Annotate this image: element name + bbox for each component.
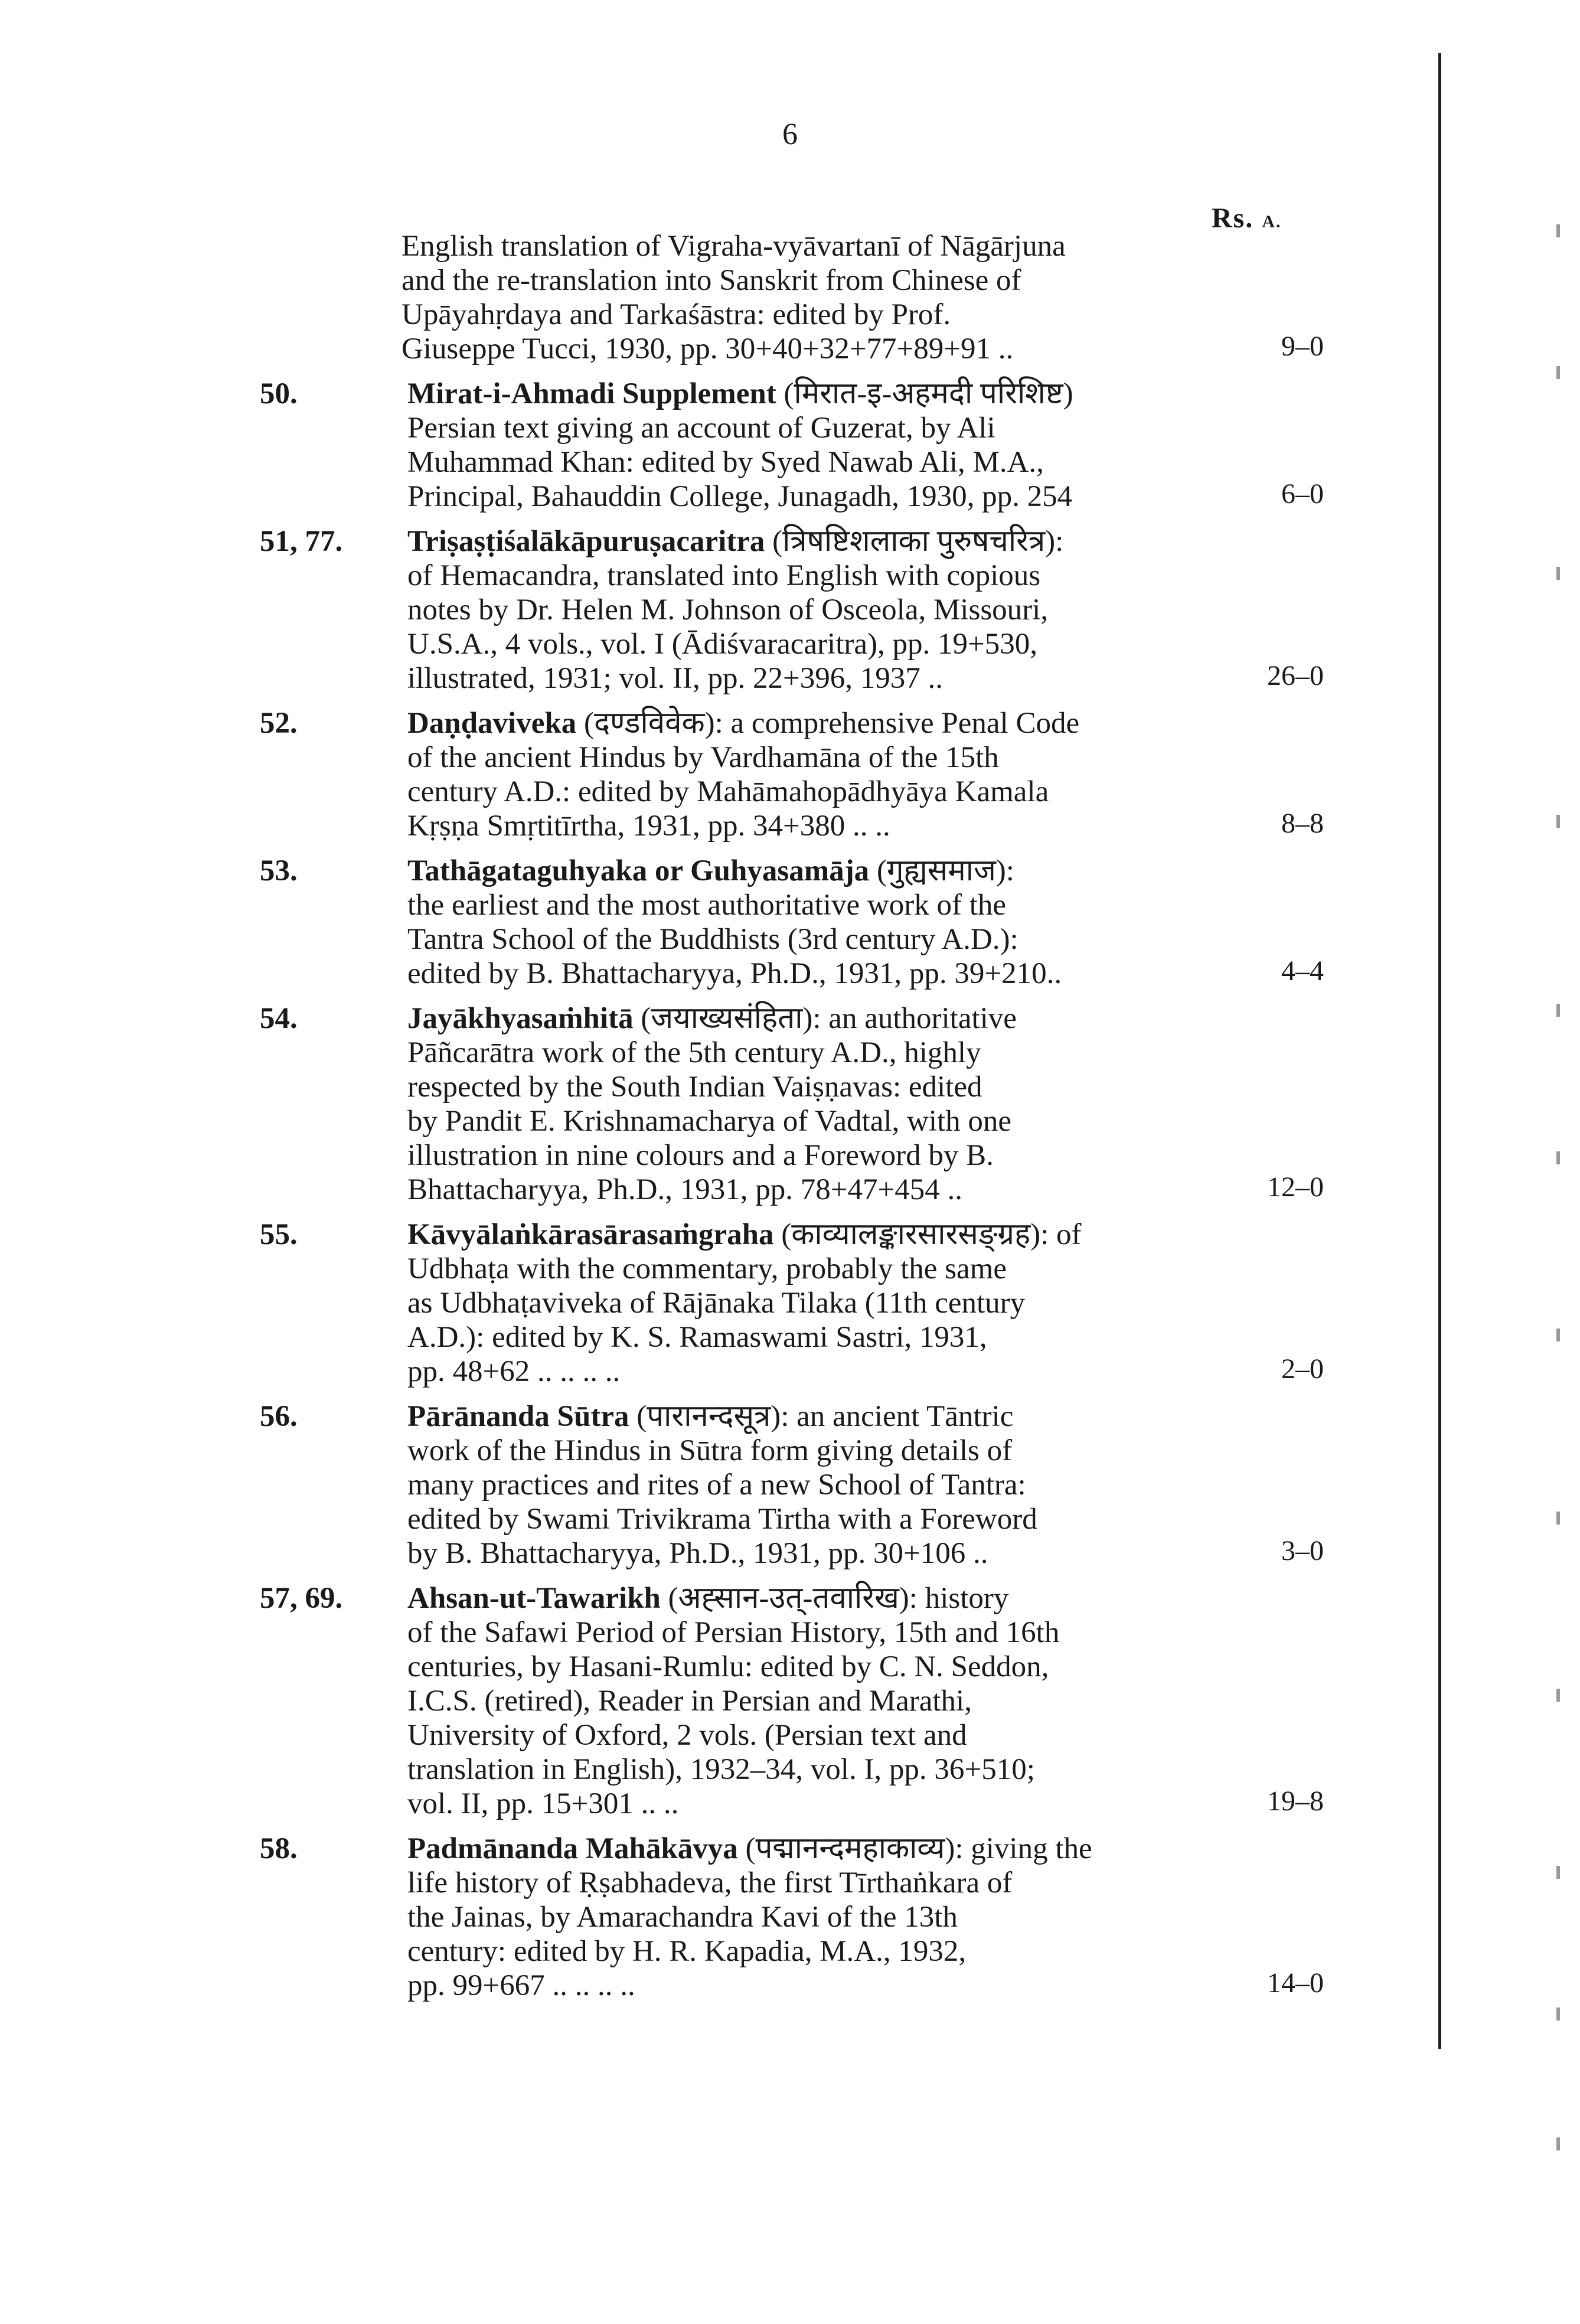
entry-devanagari: (त्रिषष्टिशलाका पुरुषचरित्र): (765, 525, 1064, 558)
entry-line: illustration in nine colours and a Foreword by B. (407, 1139, 994, 1172)
entry-line: by Pandit E. Krishnamacharya of Vadtal, with one (407, 1105, 1012, 1138)
margin-tick (1556, 1512, 1560, 1525)
entry-line: I.C.S. (retired), Reader in Persian and Marathi, (407, 1685, 972, 1718)
catalogue-entries (260, 229, 1324, 2013)
entry-price: 9–0 (1281, 331, 1324, 362)
entry-line: of Hemacandra, translated into English with copious (407, 559, 1041, 592)
entry-line: edited by Swami Trivikrama Tirtha with a Foreword (407, 1503, 1037, 1536)
entry-line: Persian text giving an account of Guzerat, by Ali (407, 412, 995, 445)
entry-line: illustrated, 1931; vol. II, pp. 22+396, 1937 .. (407, 662, 944, 695)
margin-tick (1556, 1689, 1560, 1702)
currency-annas: A. (1262, 212, 1282, 231)
entry-line: the Jainas, by Amarachandra Kavi of the 13th (407, 1901, 958, 1934)
entry-line: Bhattacharyya, Ph.D., 1931, pp. 78+47+454 .. (407, 1173, 962, 1206)
entry-heading (283, 1218, 1287, 1252)
entry-heading (283, 1001, 1287, 1036)
margin-tick (1556, 815, 1560, 828)
entry-title: Kāvyālaṅkārasārasaṁgraha (407, 1218, 774, 1251)
margin-tick (1556, 1004, 1560, 1017)
entry-heading (283, 377, 1287, 411)
entry-line: Kṛṣṇa Smṛtitīrtha, 1931, pp. 34+380 .. .. (407, 810, 890, 843)
entry-line: and the re-translation into Sanskrit from Chinese of (401, 264, 1021, 297)
entry-line: English translation of Vigraha-vyāvartanī of Nāgārjuna (401, 230, 1066, 263)
entry-number: 51, 77. (260, 525, 343, 558)
entry-line: century: edited by H. R. Kapadia, M.A., 1932, (407, 1935, 967, 1968)
entry-title: Padmānanda Mahākāvya (407, 1832, 738, 1865)
entry-heading (283, 524, 1287, 559)
entry-line: Giuseppe Tucci, 1930, pp. 30+40+32+77+89+91 .. (401, 332, 1014, 365)
entry-line: vol. II, pp. 15+301 .. .. (407, 1787, 679, 1820)
entry-price: 4–4 (1281, 955, 1324, 987)
entry-title: Ahsan-ut-Tawarikh (407, 1582, 661, 1615)
entry-devanagari: (काव्यालङ्कारसारसङ्ग्रह): of (773, 1218, 1082, 1251)
entry-devanagari: (पारानन्दसूत्र): an ancient Tāntric (629, 1400, 1014, 1433)
entry-heading (283, 854, 1287, 888)
entry-line: the earliest and the most authoritative work of the (407, 889, 1007, 922)
entry-number: 55. (260, 1218, 298, 1251)
entry-price: 3–0 (1281, 1535, 1324, 1566)
entry-title: Jayākhyasaṁhitā (407, 1002, 634, 1035)
entry-line: University of Oxford, 2 vols. (Persian text and (407, 1719, 967, 1752)
entry-price: 2–0 (1281, 1353, 1324, 1385)
entry-line: of the ancient Hindus by Vardhamāna of the 15th (407, 741, 999, 774)
entry-line: of the Safawi Period of Persian History, 15th and 16th (407, 1616, 1060, 1649)
entry-line: work of the Hindus in Sūtra form giving details of (407, 1434, 1013, 1467)
entry-line: Principal, Bahauddin College, Junagadh, 1930, pp. 254 (407, 480, 1073, 513)
entry-title: Pārānanda Sūtra (407, 1400, 629, 1433)
entry-devanagari: (दण्डविवेक): a comprehensive Penal Code (576, 707, 1080, 740)
entry-number: 53. (260, 854, 298, 887)
entry-price: 14–0 (1267, 1967, 1324, 1999)
catalogue-entry (260, 1832, 1324, 2003)
entry-devanagari: (अह्सान-उत्-तवारिख): history (660, 1582, 1009, 1615)
entry-price: 19–8 (1267, 1786, 1324, 1817)
entry-line: Pāñcarātra work of the 5th century A.D., highly (407, 1036, 981, 1069)
catalogue-entry (260, 377, 1324, 514)
entry-line: Udbhaṭa with the commentary, probably the same (407, 1252, 1007, 1285)
margin-ticks (1556, 0, 1563, 2324)
catalogue-entry (260, 1399, 1324, 1571)
entry-line: pp. 48+62 .. .. .. .. (407, 1355, 621, 1388)
entry-title: Triṣaṣṭiśalākāpuruṣacaritra (407, 525, 765, 558)
entry-devanagari: (पद्मानन्दमहाकाव्य): giving the (737, 1832, 1092, 1865)
entry-price: 26–0 (1267, 660, 1324, 691)
entry-title: Tathāgataguhyaka or Guhyasamāja (407, 854, 870, 887)
entry-number: 50. (260, 377, 298, 410)
entry-price: 8–8 (1281, 808, 1324, 839)
entry-number: 58. (260, 1832, 298, 1865)
margin-tick (1556, 2137, 1560, 2150)
entry-line: edited by B. Bhattacharyya, Ph.D., 1931, pp. 39+210.. (407, 957, 1062, 990)
catalogue-entry (260, 524, 1324, 696)
entry-heading (283, 1832, 1287, 1866)
entry-number: 52. (260, 707, 298, 740)
entry-line: translation in English), 1932–34, vol. I, pp. 36+510; (407, 1753, 1035, 1786)
entry-line: Tantra School of the Buddhists (3rd century A.D.): (407, 923, 1018, 956)
entry-devanagari: (मिरात-इ-अहमदी परिशिष्ट) (776, 377, 1073, 410)
catalogue-entry (260, 1001, 1324, 1207)
entry-line: respected by the South Indian Vaiṣṇavas: edited (407, 1070, 982, 1104)
entry-line: century A.D.: edited by Mahāmahopādhyāya Kamala (407, 775, 1049, 808)
entry-number: 57, 69. (260, 1582, 343, 1615)
entry-heading (283, 1581, 1287, 1615)
currency-rs: Rs. (1212, 203, 1254, 234)
entry-line: many practices and rites of a new School of Tantra: (407, 1468, 1026, 1502)
margin-tick (1556, 1151, 1560, 1164)
entry-line: life history of Ṛṣabhadeva, the first Tīrthaṅkara of (407, 1866, 1013, 1899)
entry-number: 56. (260, 1400, 298, 1433)
entry-title: Mirat-i-Ahmadi Supplement (407, 377, 776, 410)
entry-line: as Udbhaṭaviveka of Rājānaka Tilaka (11th century (407, 1287, 1026, 1320)
entry-devanagari: (जयाख्यसंहिता): an authoritative (633, 1002, 1017, 1035)
margin-tick (1556, 2008, 1560, 2021)
margin-rule (1438, 53, 1441, 2049)
margin-tick (1556, 1329, 1560, 1341)
entry-title: Daṇḍaviveka (407, 707, 577, 740)
entry-heading (283, 1399, 1287, 1434)
entry-devanagari: (गुह्यसमाज): (869, 854, 1014, 887)
entry-price: 6–0 (1281, 478, 1324, 510)
entry-line: Muhammad Khan: edited by Syed Nawab Ali, M.A., (407, 446, 1044, 479)
margin-tick (1556, 1866, 1560, 1879)
margin-tick (1556, 366, 1560, 379)
entry-price: 12–0 (1267, 1171, 1324, 1203)
page-number: 6 (782, 117, 798, 151)
entry-line: U.S.A., 4 vols., vol. I (Ādiśvaracaritra), pp. 19+530, (407, 628, 1037, 661)
entry-heading (283, 706, 1287, 740)
entry-line: A.D.): edited by K. S. Ramaswami Sastri, 1931, (407, 1321, 987, 1354)
entry-line: Upāyahṛdaya and Tarkaśāstra: edited by Prof. (401, 298, 951, 331)
catalogue-entry (260, 1581, 1324, 1821)
catalogue-entry (260, 706, 1324, 843)
entry-line: notes by Dr. Helen M. Johnson of Osceola, Missouri, (407, 593, 1049, 626)
catalogue-entry (260, 1218, 1324, 1389)
entry-number: 54. (260, 1002, 298, 1035)
catalogue-entry (260, 854, 1324, 991)
margin-tick (1556, 567, 1560, 580)
entry-line: by B. Bhattacharyya, Ph.D., 1931, pp. 30+106 .. (407, 1537, 988, 1570)
margin-tick (1556, 224, 1560, 237)
entry-line: centuries, by Hasani-Rumlu: edited by C. N. Seddon, (407, 1650, 1049, 1683)
entry-line: pp. 99+667 .. .. .. .. (407, 1969, 635, 2002)
catalogue-entry (283, 229, 1324, 366)
